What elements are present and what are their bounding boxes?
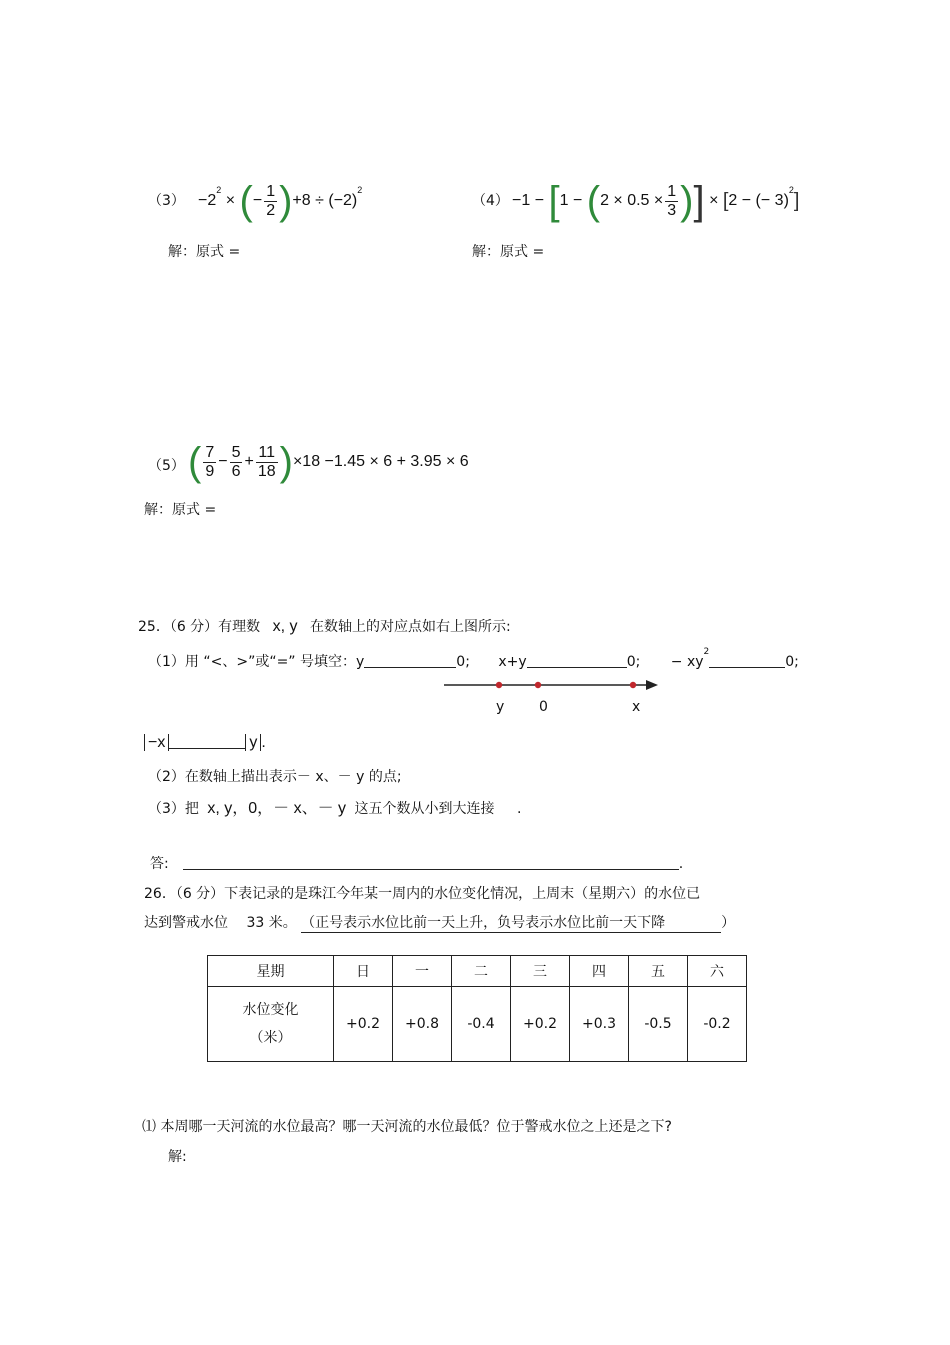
q26-line2-text: 达到警戒水位 <box>144 915 228 931</box>
abs-compare <box>144 734 266 752</box>
fraction <box>256 444 278 481</box>
q25-part3 <box>148 795 521 818</box>
denominator: 6 <box>231 462 241 480</box>
zero-label: 0; <box>456 654 470 670</box>
table-cell: -0.5 <box>629 987 688 1062</box>
left-paren: ( <box>188 440 202 484</box>
table-header-day: 五 <box>629 956 688 987</box>
zero-label: 0; <box>626 654 641 670</box>
left-bracket: [ <box>548 179 560 223</box>
q26-note-close: ） <box>721 915 736 931</box>
expr-term: −2 <box>198 192 217 210</box>
left-paren: ( <box>239 179 253 223</box>
arrow-head-icon <box>646 680 658 690</box>
numerator: 11 <box>256 444 278 463</box>
q25-part1 <box>148 647 799 671</box>
problem-4-solution-label: 解：原式 = <box>472 244 545 260</box>
left-bracket: [ <box>722 190 729 212</box>
table-cell: -0.2 <box>688 987 747 1062</box>
problem-4-expression <box>512 181 799 221</box>
table-cell: +0.2 <box>511 987 570 1062</box>
answer-label: 答: <box>150 856 169 872</box>
q26-note-underlined: （正号表示水位比前一天上升，负号表示水位比前一天下降 <box>301 912 721 933</box>
blank-line <box>527 667 627 668</box>
table-header-label: 星期 <box>208 956 334 987</box>
zero-label: 0; <box>785 654 799 670</box>
right-paren: ) <box>279 440 293 484</box>
exponent: 2 <box>216 185 222 196</box>
expr-term: (−2) <box>328 192 358 210</box>
abs-neg-x: −x <box>144 734 169 751</box>
expr-term: +8 <box>292 192 311 210</box>
denominator: 3 <box>667 201 677 219</box>
q26-sub1: ⑴ 本周哪一天河流的水位最高？哪一天河流的水位最低？位于警戒水位之上还是之下? <box>142 1119 672 1135</box>
axis-label-y: y <box>496 699 505 715</box>
numerator: 5 <box>231 443 241 461</box>
table-header-day: 六 <box>688 956 747 987</box>
expr-term: 1 − <box>559 192 583 210</box>
warning-level: 33 米。 <box>246 915 297 931</box>
expr-term: ×18 −1.45 × 6 + 3.95 × 6 <box>292 453 469 471</box>
right-paren: ) <box>279 179 293 223</box>
blank-line <box>169 748 245 749</box>
problem-3 <box>148 190 185 210</box>
expr-term: −1 − <box>512 192 545 210</box>
exponent: 2 <box>357 185 363 196</box>
problem-5-number: （5） <box>148 458 185 474</box>
q25-tail-text: 在数轴上的对应点如右上图所示: <box>309 619 511 635</box>
plus-sign: + <box>244 453 254 471</box>
q25-heading <box>138 616 511 636</box>
right-paren: ) <box>680 179 694 223</box>
fraction <box>203 444 216 481</box>
period: . <box>261 734 266 751</box>
q25-part3-vars: x, y，0，－ x、－ y <box>207 800 347 817</box>
numerator: 1 <box>266 182 276 200</box>
q25-vars: x, y <box>272 618 298 635</box>
period: . <box>678 856 684 872</box>
neg-xy-label: − xy <box>670 654 704 670</box>
water-level-table <box>207 955 747 1062</box>
blank-line <box>709 667 785 668</box>
xy-sum-label: x+y <box>498 654 527 670</box>
table-row <box>208 987 747 1062</box>
q25-head-text: 25．（6 分）有理数 <box>138 619 261 635</box>
numerator: 1 <box>667 182 677 200</box>
problem-5-solution-label: 解：原式 = <box>144 502 217 518</box>
table-cell: -0.4 <box>452 987 511 1062</box>
table-header-day: 二 <box>452 956 511 987</box>
table-cell: +0.2 <box>334 987 393 1062</box>
fraction <box>264 183 277 220</box>
axis-label-zero: 0 <box>539 699 548 715</box>
expr-term: 2 − (− 3) <box>728 192 789 210</box>
table-header-day: 四 <box>570 956 629 987</box>
point-zero <box>535 682 541 688</box>
table-header-day: 三 <box>511 956 570 987</box>
table-header-day: 一 <box>393 956 452 987</box>
left-paren: ( <box>586 179 601 223</box>
problem-5-expression <box>188 442 469 482</box>
table-cell: +0.8 <box>393 987 452 1062</box>
q26-line1: 26．（6 分）下表记录的是珠江今年某一周内的水位变化情况，上周末（星期六）的水位已 <box>144 886 701 902</box>
table-row-label <box>208 987 334 1062</box>
problem-3-expression <box>198 181 362 221</box>
times-sign: × <box>225 192 236 210</box>
table-header-row <box>208 956 747 987</box>
fraction <box>230 444 243 481</box>
abs-y: y <box>245 734 261 751</box>
problem-3-solution-label: 解：原式 = <box>168 244 241 260</box>
table-cell: +0.3 <box>570 987 629 1062</box>
number-line <box>440 676 664 694</box>
row-label-line: 水位变化 <box>242 1002 299 1018</box>
q25-answer <box>150 853 683 873</box>
point-x <box>630 682 636 688</box>
point-y <box>496 682 502 688</box>
right-bracket: ] <box>793 190 800 212</box>
fraction <box>665 183 678 220</box>
q25-part2: （2）在数轴上描出表示－ x、－ y 的点; <box>148 769 402 785</box>
problem-4-number: （4） <box>472 193 509 209</box>
period: . <box>516 801 522 817</box>
blank-line <box>364 667 456 668</box>
minus-sign: − <box>218 453 228 471</box>
q25-part3-intro: （3）把 <box>148 801 199 817</box>
problem-3-number: （3） <box>148 193 185 209</box>
axis-label-x: x <box>632 699 641 715</box>
row-label-line: （米） <box>249 1030 292 1046</box>
denominator: 18 <box>257 462 276 480</box>
q26-sub1-solution-label: 解: <box>168 1149 187 1165</box>
answer-blank-line <box>183 869 679 870</box>
denominator: 9 <box>205 462 215 480</box>
table-header-day: 日 <box>334 956 393 987</box>
q25-part1-intro: （1）用 “<、>”或“=” 号填空：y <box>148 654 365 670</box>
numerator: 7 <box>205 443 215 461</box>
times-sign: × <box>709 192 719 210</box>
exponent: 2 <box>788 185 794 196</box>
right-bracket: ] <box>693 179 705 223</box>
expr-term: 2 × 0.5 × <box>600 192 664 210</box>
denominator: 2 <box>266 201 276 219</box>
divide-sign: ÷ <box>315 192 324 210</box>
minus-sign: − <box>252 192 263 210</box>
q26-line2 <box>144 912 735 933</box>
exponent: 2 <box>703 647 710 657</box>
q25-part3-text: 这五个数从小到大连接 <box>354 801 495 817</box>
